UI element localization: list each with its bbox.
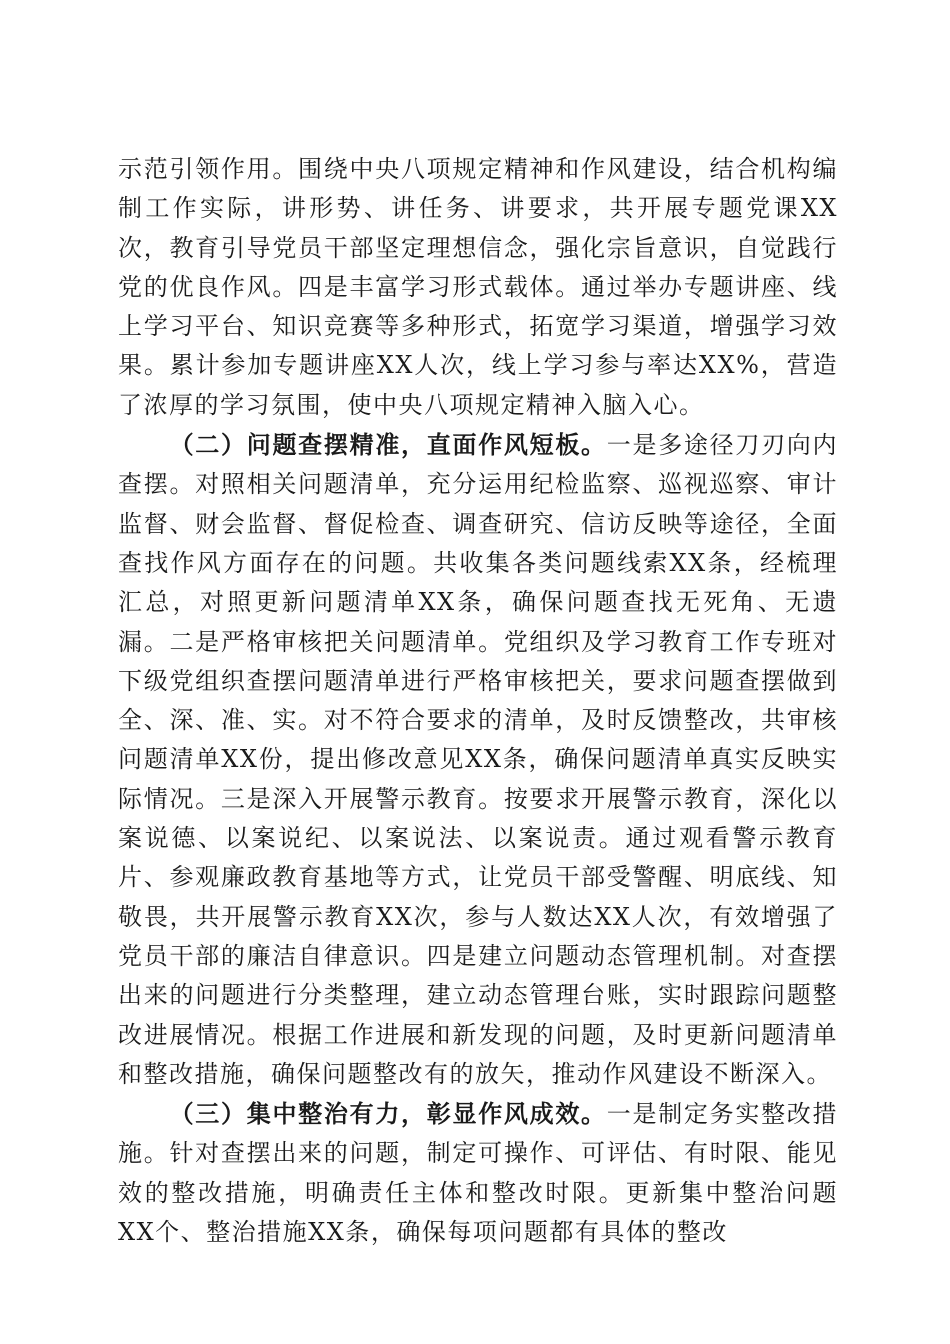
section-heading: （三）集中整治有力，彰显作风成效。 <box>169 1099 607 1129</box>
paragraph-section-2 <box>118 425 838 1094</box>
paragraph-continuation <box>118 150 838 425</box>
paragraph-text: 一是制定务实整改措施。针对查摆出来的问题，制定可操作、可评估、有时限、能见效的整改措施，明确责任主体和整改时限。更新集中整治问题XX个、整治措施XX条，确保每项问题都有具体的整改 <box>118 1100 839 1247</box>
paragraph-text: 一是多途径刀刃向内查摆。对照相关问题清单，充分运用纪检监察、巡视巡察、审计监督、财会监督、督促检查、调查研究、信访反映等途径，全面查找作风方面存在的问题。共收集各类问题线索XX条，经梳理汇总，对照更新问题清单XX条，确保问题查找无死角、无遗漏。二是严格审核把关问题清单。党组织及学习教育工作专班对下级党组织查摆问题清单进行严格审核把关，要求问题查摆做到全、深、准、实。对不符合要求的清单，及时反馈整改，共审核问题清单XX份，提出修改意见XX条，确保问题清单真实反映实际情况。三是深入开展警示教育。按要求开展警示教育，深化以案说德、以案说纪、以案说法、以案说责。通过观看警示教育片、参观廉政教育基地等方式，让党员干部受警醒、明底线、知敬畏，共开展警示教育XX次，参与人数达XX人次，有效增强了党员干部的廉洁自律意识。四是建立问题动态管理机制。对查摆出来的问题进行分类整理，建立动态管理台账，实时跟踪问题整改进展情况。根据工作进展和新发现的问题，及时更新问题清单和整改措施，确保问题整改有的放矢，推动作风建设不断深入。 <box>118 431 839 1088</box>
section-heading: （二）问题查摆精准，直面作风短板。 <box>169 430 607 460</box>
paragraph-text: 示范引领作用。围绕中央八项规定精神和作风建设，结合机构编制工作实际，讲形势、讲任务、讲要求，共开展专题党课XX次，教育引导党员干部坚定理想信念，强化宗旨意识，自觉践行党的优良作风。四是丰富学习形式载体。通过举办专题讲座、线上学习平台、知识竞赛等多种形式，拓宽学习渠道，增强学习效果。累计参加专题讲座XX人次，线上学习参与率达XX%，营造了浓厚的学习氛围，使中央八项规定精神入脑入心。 <box>118 155 838 419</box>
paragraph-section-3 <box>118 1094 838 1252</box>
document-body <box>118 150 838 1252</box>
